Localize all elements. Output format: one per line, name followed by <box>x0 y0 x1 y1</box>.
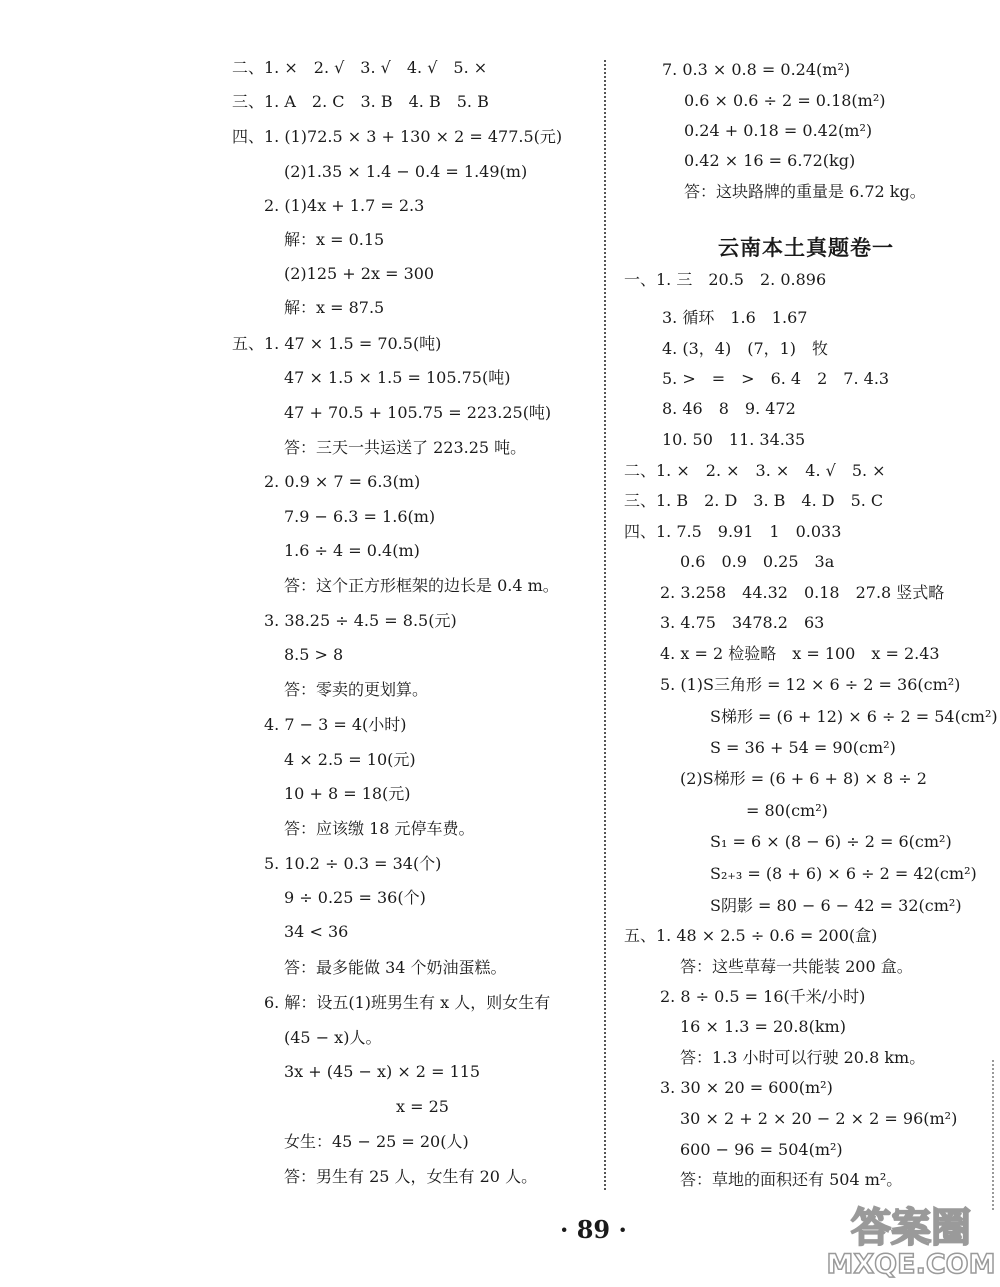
answer-line: 五、1. 48 × 2.5 ÷ 0.6 = 200(盒) <box>624 926 878 945</box>
answer-line: 三、1. A 2. C 3. B 4. B 5. B <box>232 92 489 111</box>
answer-line: 0.42 × 16 = 6.72(kg) <box>684 151 856 170</box>
answer-line: 6. 解：设五(1)班男生有 x 人，则女生有 <box>264 993 551 1012</box>
answer-line: 10 + 8 = 18(元) <box>284 784 411 803</box>
answer-line: 四、1. 7.5 9.91 1 0.033 <box>624 522 842 541</box>
answer-line: (2)S梯形 = (6 + 6 + 8) × 8 ÷ 2 <box>680 769 927 788</box>
answer-line: 5. (1)S三角形 = 12 × 6 ÷ 2 = 36(cm²) <box>660 675 961 694</box>
watermark-logo <box>826 1206 996 1282</box>
answer-line: 30 × 2 + 2 × 20 − 2 × 2 = 96(m²) <box>680 1109 958 1128</box>
answer-line: 答：1.3 小时可以行驶 20.8 km。 <box>680 1048 926 1067</box>
answer-line: 2. 8 ÷ 0.5 = 16(千米/小时) <box>660 987 866 1006</box>
answer-line: 4. 7 − 3 = 4(小时) <box>264 715 407 734</box>
answer-line: 答：这个正方形框架的边长是 0.4 m。 <box>284 576 559 595</box>
section-title: 云南本土真题卷一 <box>718 236 894 260</box>
answer-line: 答：三天一共运送了 223.25 吨。 <box>284 438 527 457</box>
answer-line: 答：零卖的更划算。 <box>284 680 429 699</box>
answer-line: 47 × 1.5 × 1.5 = 105.75(吨) <box>284 368 511 387</box>
answer-line: x = 25 <box>396 1097 449 1116</box>
answer-line: = 80(cm²) <box>746 801 828 820</box>
answer-line: 答：最多能做 34 个奶油蛋糕。 <box>284 958 507 977</box>
answer-line: 3. 38.25 ÷ 4.5 = 8.5(元) <box>264 611 457 630</box>
answer-line: 四、1. (1)72.5 × 3 + 130 × 2 = 477.5(元) <box>232 127 563 146</box>
answer-line: 4 × 2.5 = 10(元) <box>284 750 416 769</box>
answer-line: S阴影 = 80 − 6 − 42 = 32(cm²) <box>710 896 962 915</box>
answer-line: 答：草地的面积还有 504 m²。 <box>680 1170 903 1189</box>
answer-line: 解：x = 0.15 <box>284 230 385 249</box>
answer-line: 1.6 ÷ 4 = 0.4(m) <box>284 541 420 560</box>
answer-line: (2)125 + 2x = 300 <box>284 264 435 283</box>
answer-line: 4. x = 2 检验略 x = 100 x = 2.43 <box>660 644 940 663</box>
answer-line: 答：这块路牌的重量是 6.72 kg。 <box>684 182 926 201</box>
answer-line: 3. 4.75 3478.2 63 <box>660 613 825 632</box>
answer-line: 5. 10.2 ÷ 0.3 = 34(个) <box>264 854 442 873</box>
answer-line: 女生：45 − 25 = 20(人) <box>284 1132 469 1151</box>
answer-line: S₂₊₃ = (8 + 6) × 6 ÷ 2 = 42(cm²) <box>710 864 977 883</box>
answer-line: 二、1. × 2. √ 3. √ 4. √ 5. × <box>232 58 488 77</box>
answer-line: 9 ÷ 0.25 = 36(个) <box>284 888 426 907</box>
answer-line: (2)1.35 × 1.4 − 0.4 = 1.49(m) <box>284 162 528 181</box>
answer-line: 3. 30 × 20 = 600(m²) <box>660 1078 833 1097</box>
answer-line: 7.9 − 6.3 = 1.6(m) <box>284 507 436 526</box>
answer-line: 7. 0.3 × 0.8 = 0.24(m²) <box>662 60 851 79</box>
answer-line: 0.6 0.9 0.25 3a <box>680 552 835 571</box>
answer-line: 2. 3.258 44.32 0.18 27.8 竖式略 <box>660 583 945 602</box>
answer-line: S = 36 + 54 = 90(cm²) <box>710 738 896 757</box>
answer-line: 5. > = > 6. 4 2 7. 4.3 <box>662 369 890 388</box>
page-edge-dots <box>992 1060 994 1210</box>
answer-line: 4. (3，4) (7，1) 牧 <box>662 339 829 358</box>
answer-line: 47 + 70.5 + 105.75 = 223.25(吨) <box>284 403 552 422</box>
answer-line: 8. 46 8 9. 472 <box>662 399 796 418</box>
answer-line: 3. 循环 1.6 1.67 <box>662 308 808 327</box>
answer-line: 16 × 1.3 = 20.8(km) <box>680 1017 846 1036</box>
answer-line: 答：这些草莓一共能装 200 盒。 <box>680 957 913 976</box>
answer-line: 8.5 > 8 <box>284 645 344 664</box>
answer-line: 34 < 36 <box>284 922 349 941</box>
answer-line: S₁ = 6 × (8 − 6) ÷ 2 = 6(cm²) <box>710 832 952 851</box>
answer-line: 三、1. B 2. D 3. B 4. D 5. C <box>624 491 884 510</box>
answer-line: 答：应该缴 18 元停车费。 <box>284 819 475 838</box>
answer-line: 0.24 + 0.18 = 0.42(m²) <box>684 121 873 140</box>
watermark-title: 答案圈 <box>851 1205 971 1251</box>
answer-line: 一、1. 三 20.5 2. 0.896 <box>624 270 827 289</box>
answer-line: 2. 0.9 × 7 = 6.3(m) <box>264 472 421 491</box>
answer-line: 600 − 96 = 504(m²) <box>680 1140 843 1159</box>
column-divider <box>604 60 606 1190</box>
answer-line: 10. 50 11. 34.35 <box>662 430 806 449</box>
page-number: · 89 · <box>560 1215 627 1244</box>
answer-line: 答：男生有 25 人，女生有 20 人。 <box>284 1167 538 1186</box>
answer-line: 3x + (45 − x) × 2 = 115 <box>284 1062 481 1081</box>
watermark-url: MXQE.COM <box>826 1249 996 1280</box>
answer-line: 0.6 × 0.6 ÷ 2 = 0.18(m²) <box>684 91 886 110</box>
answer-line: 五、1. 47 × 1.5 = 70.5(吨) <box>232 334 442 353</box>
answer-line: 解：x = 87.5 <box>284 298 385 317</box>
answer-line: (45 − x)人。 <box>284 1028 382 1047</box>
answer-line: 二、1. × 2. × 3. × 4. √ 5. × <box>624 461 886 480</box>
answer-line: S梯形 = (6 + 12) × 6 ÷ 2 = 54(cm²) <box>710 707 998 726</box>
answer-line: 2. (1)4x + 1.7 = 2.3 <box>264 196 425 215</box>
